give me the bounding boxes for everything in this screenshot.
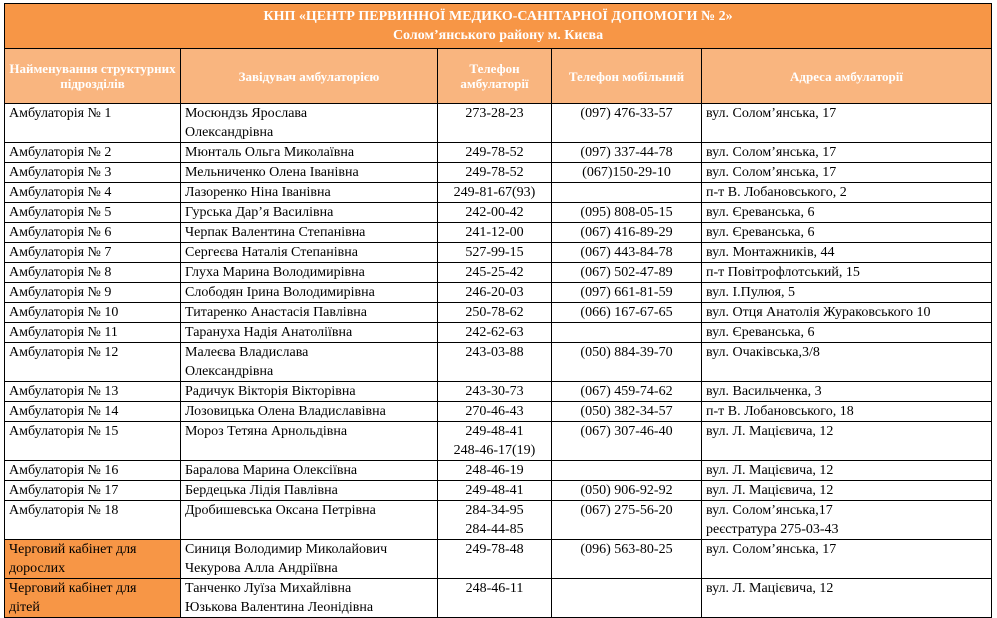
cell-head-line: Сергеєва Наталія Степанівна (185, 245, 358, 260)
cell-unit-line: Амбулаторія № 5 (9, 205, 112, 220)
table-row (5, 203, 992, 223)
cell-mobile (552, 183, 702, 203)
cell-unit-line: Амбулаторія № 4 (9, 185, 112, 200)
cell-unit-line: Амбулаторія № 6 (9, 225, 112, 240)
cell-address (702, 501, 992, 540)
cell-head-line: Синиця Володимир Миколайович (185, 542, 388, 557)
cell-mobile (552, 163, 702, 183)
cell-phone-line: 284-44-85 (465, 522, 524, 537)
table-row (5, 223, 992, 243)
table-row (5, 481, 992, 501)
table-row (5, 501, 992, 540)
cell-phone-line: 243-03-88 (465, 345, 524, 360)
cell-phone-line: 242-62-63 (465, 325, 524, 340)
cell-phone (438, 382, 552, 402)
cell-mobile (552, 104, 702, 143)
cell-address-line: вул. Л. Мацієвича, 12 (706, 483, 834, 498)
cell-unit (5, 422, 181, 461)
cell-head (181, 163, 438, 183)
title-line-1: КНП «ЦЕНТР ПЕРВИННОЇ МЕДИКО-САНІТАРНОЇ ДОПОМОГИ № 2» (263, 9, 733, 24)
cell-mobile (552, 422, 702, 461)
cell-address-line: вул. Солом’янська, 17 (706, 145, 837, 160)
cell-address (702, 461, 992, 481)
cell-mobile-line: (097) 337-44-78 (580, 145, 673, 160)
cell-mobile (552, 481, 702, 501)
cell-mobile-line: (097) 661-81-59 (580, 285, 673, 300)
header-unit: Найменування структурних підрозділів (5, 49, 181, 104)
cell-head (181, 283, 438, 303)
cell-head-line: Мюнталь Ольга Миколаївна (185, 145, 355, 160)
cell-phone (438, 422, 552, 461)
cell-address-line: вул. Отця Анатолія Жураковського 10 (706, 305, 931, 320)
cell-mobile (552, 461, 702, 481)
cell-mobile-line: (066) 167-67-65 (580, 305, 673, 320)
cell-head (181, 143, 438, 163)
cell-unit (5, 183, 181, 203)
cell-address (702, 104, 992, 143)
cell-phone (438, 263, 552, 283)
cell-mobile-line: (097) 476-33-57 (580, 106, 673, 121)
cell-unit-line: Амбулаторія № 17 (9, 483, 119, 498)
cell-phone (438, 481, 552, 501)
cell-head (181, 303, 438, 323)
cell-address-line: вул. І.Пулюя, 5 (706, 285, 796, 300)
cell-head-line: Юзькова Валентина Леонідівна (185, 600, 374, 615)
cell-head-line: Баралова Марина Олексіївна (185, 463, 358, 478)
cell-head (181, 183, 438, 203)
cell-head (181, 243, 438, 263)
cell-phone-line: 248-46-19 (465, 463, 524, 478)
cell-head (181, 402, 438, 422)
cell-address-line: вул. Очаківська,3/8 (706, 345, 820, 360)
cell-mobile-line: (050) 382-34-57 (580, 404, 673, 419)
cell-head-line: Слободян Ірина Володимирівна (185, 285, 375, 300)
cell-unit (5, 579, 181, 618)
cell-phone (438, 579, 552, 618)
cell-head-line: Глуха Марина Володимирівна (185, 265, 365, 280)
cell-head (181, 104, 438, 143)
cell-unit-line: Черговий кабінет для (9, 542, 137, 557)
cell-address (702, 481, 992, 501)
cell-unit (5, 501, 181, 540)
cell-head (181, 263, 438, 283)
cell-phone (438, 243, 552, 263)
cell-address (702, 422, 992, 461)
cell-head (181, 481, 438, 501)
table-title (5, 4, 992, 49)
cell-unit (5, 283, 181, 303)
cell-unit-line: Амбулаторія № 18 (9, 503, 119, 518)
cell-address (702, 323, 992, 343)
cell-mobile (552, 223, 702, 243)
cell-unit-line: дорослих (9, 561, 66, 576)
table-row (5, 323, 992, 343)
cell-address (702, 382, 992, 402)
cell-unit-line: Амбулаторія № 2 (9, 145, 112, 160)
header-mobile: Телефон мобільний (552, 49, 702, 104)
cell-phone-line: 273-28-23 (465, 106, 524, 121)
cell-head-line: Радичук Вікторія Вікторівна (185, 384, 356, 399)
cell-phone (438, 323, 552, 343)
column-header-row (5, 49, 992, 104)
cell-unit (5, 303, 181, 323)
cell-phone-line: 249-81-67(93) (453, 185, 536, 200)
cell-head-line: Мельниченко Олена Іванівна (185, 165, 359, 180)
table-row (5, 163, 992, 183)
cell-mobile-line: (050) 906-92-92 (580, 483, 673, 498)
cell-unit-line: Амбулаторія № 12 (9, 345, 119, 360)
cell-head (181, 382, 438, 402)
cell-unit-line: Черговий кабінет для (9, 581, 137, 596)
cell-mobile-line: (067) 307-46-40 (580, 424, 673, 439)
cell-unit-line: дітей (9, 600, 40, 615)
cell-address-line: вул. Л. Мацієвича, 12 (706, 463, 834, 478)
cell-head-line: Черпак Валентина Степанівна (185, 225, 366, 240)
cell-mobile (552, 143, 702, 163)
cell-address (702, 163, 992, 183)
cell-phone-line: 241-12-00 (465, 225, 524, 240)
cell-unit (5, 481, 181, 501)
cell-phone-line: 248-46-11 (465, 581, 524, 596)
table-row (5, 422, 992, 461)
cell-head-line: Бердецька Лідія Павлівна (185, 483, 338, 498)
title-line-2: Солом’янського району м. Києва (392, 28, 604, 43)
cell-address-line: вул. Солом’янська,17 (706, 503, 833, 518)
cell-mobile-line: (067) 416-89-29 (580, 225, 673, 240)
cell-head (181, 579, 438, 618)
cell-phone (438, 402, 552, 422)
cell-phone (438, 501, 552, 540)
cell-unit-line: Амбулаторія № 7 (9, 245, 112, 260)
cell-phone-line: 245-25-42 (465, 265, 524, 280)
cell-phone (438, 461, 552, 481)
cell-phone-line: 242-00-42 (465, 205, 524, 220)
table-row (5, 183, 992, 203)
cell-address-line: вул. Монтажників, 44 (706, 245, 835, 260)
cell-unit-line: Амбулаторія № 15 (9, 424, 119, 439)
cell-unit-line: Амбулаторія № 14 (9, 404, 119, 419)
cell-phone (438, 540, 552, 579)
cell-phone-line: 249-78-52 (465, 165, 524, 180)
cell-mobile-line: (067) 459-74-62 (580, 384, 673, 399)
table-row (5, 382, 992, 402)
cell-address (702, 223, 992, 243)
cell-address (702, 343, 992, 382)
cell-unit-line: Амбулаторія № 16 (9, 463, 119, 478)
cell-head-line: Малеєва Владислава (185, 345, 309, 360)
cell-address (702, 263, 992, 283)
cell-mobile (552, 303, 702, 323)
cell-address-line: вул. Л. Мацієвича, 12 (706, 581, 834, 596)
header-head: Завідувач амбулаторією (181, 49, 438, 104)
cell-mobile-line: (096) 563-80-25 (580, 542, 673, 557)
cell-address-line: вул. Солом’янська, 17 (706, 165, 837, 180)
cell-unit (5, 323, 181, 343)
table-row (5, 104, 992, 143)
cell-address-line: п-т В. Лобановського, 2 (706, 185, 847, 200)
cell-mobile (552, 501, 702, 540)
cell-unit-line: Амбулаторія № 3 (9, 165, 112, 180)
cell-head-line: Олександрівна (185, 125, 274, 140)
cell-phone-line: 249-48-41 (465, 424, 524, 439)
document-page (4, 3, 991, 618)
cell-head (181, 540, 438, 579)
table-row (5, 402, 992, 422)
cell-address (702, 243, 992, 263)
cell-mobile-line: (050) 884-39-70 (580, 345, 673, 360)
cell-phone (438, 143, 552, 163)
table-row (5, 540, 992, 579)
cell-address-line: вул. Солом’янська, 17 (706, 106, 837, 121)
cell-unit-line: Амбулаторія № 11 (9, 325, 118, 340)
cell-unit-line: Амбулаторія № 1 (9, 106, 112, 121)
cell-phone (438, 203, 552, 223)
cell-head-line: Мосюндзь Ярослава (185, 106, 308, 121)
cell-address-line: вул. Солом’янська, 17 (706, 542, 837, 557)
cell-phone-line: 248-46-17(19) (453, 443, 536, 458)
cell-head (181, 422, 438, 461)
header-address: Адреса амбулаторії (702, 49, 992, 104)
cell-head (181, 501, 438, 540)
cell-mobile (552, 382, 702, 402)
cell-head-line: Тарануха Надія Анатоліївна (185, 325, 353, 340)
cell-phone-line: 246-20-03 (465, 285, 524, 300)
cell-phone-line: 250-78-62 (465, 305, 524, 320)
cell-phone (438, 183, 552, 203)
cell-address-line: п-т Повітрофлотський, 15 (706, 265, 860, 280)
cell-address (702, 303, 992, 323)
cell-unit-line: Амбулаторія № 13 (9, 384, 119, 399)
cell-mobile-line: (067) 443-84-78 (580, 245, 673, 260)
cell-unit-line: Амбулаторія № 10 (9, 305, 119, 320)
cell-head-line: Лозовицька Олена Владиславівна (185, 404, 386, 419)
cell-phone-line: 249-48-41 (465, 483, 524, 498)
cell-unit (5, 540, 181, 579)
cell-phone-line: 270-46-43 (465, 404, 524, 419)
cell-phone-line: 527-99-15 (465, 245, 524, 260)
cell-address (702, 143, 992, 163)
cell-address-line: вул. Л. Мацієвича, 12 (706, 424, 834, 439)
cell-address (702, 540, 992, 579)
cell-unit (5, 343, 181, 382)
cell-head (181, 223, 438, 243)
cell-head-line: Титаренко Анастасія Павлівна (185, 305, 368, 320)
cell-head-line: Гурська Дар’я Василівна (185, 205, 334, 220)
cell-unit (5, 382, 181, 402)
cell-address-line: реєстратура 275-03-43 (706, 522, 839, 537)
cell-unit (5, 461, 181, 481)
table-row (5, 283, 992, 303)
table-body (5, 104, 992, 618)
title-row (5, 4, 992, 49)
cell-phone (438, 303, 552, 323)
cell-address-line: вул. Єреванська, 6 (706, 205, 815, 220)
cell-mobile (552, 402, 702, 422)
cell-head-line: Дробишевська Оксана Петрівна (185, 503, 376, 518)
cell-head-line: Танченко Луїза Михайлівна (185, 581, 352, 596)
cell-mobile-line: (067) 275-56-20 (580, 503, 673, 518)
cell-mobile (552, 579, 702, 618)
table-row (5, 243, 992, 263)
cell-address (702, 579, 992, 618)
cell-address-line: п-т В. Лобановського, 18 (706, 404, 854, 419)
cell-address-line: вул. Єреванська, 6 (706, 225, 815, 240)
cell-head (181, 323, 438, 343)
cell-mobile (552, 263, 702, 283)
cell-mobile (552, 343, 702, 382)
table-row (5, 263, 992, 283)
cell-phone (438, 283, 552, 303)
cell-head (181, 461, 438, 481)
cell-phone (438, 163, 552, 183)
table-row (5, 303, 992, 323)
cell-head-line: Олександрівна (185, 364, 274, 379)
cell-phone-line: 249-78-52 (465, 145, 524, 160)
cell-address-line: вул. Васильченка, 3 (706, 384, 822, 399)
cell-phone (438, 104, 552, 143)
cell-unit (5, 143, 181, 163)
table-row (5, 143, 992, 163)
cell-mobile-line: (067)150-29-10 (582, 165, 671, 180)
cell-mobile (552, 540, 702, 579)
cell-phone-line: 243-30-73 (465, 384, 524, 399)
cell-unit-line: Амбулаторія № 8 (9, 265, 112, 280)
cell-mobile (552, 203, 702, 223)
cell-address (702, 283, 992, 303)
cell-phone (438, 343, 552, 382)
clinics-table (4, 3, 992, 618)
cell-address (702, 203, 992, 223)
cell-unit (5, 263, 181, 283)
cell-address-line: вул. Єреванська, 6 (706, 325, 815, 340)
cell-mobile (552, 243, 702, 263)
cell-unit (5, 402, 181, 422)
cell-phone-line: 249-78-48 (465, 542, 524, 557)
cell-unit-line: Амбулаторія № 9 (9, 285, 112, 300)
cell-mobile (552, 323, 702, 343)
cell-mobile-line: (095) 808-05-15 (580, 205, 673, 220)
cell-phone-line: 284-34-95 (465, 503, 524, 518)
cell-mobile (552, 283, 702, 303)
cell-phone (438, 223, 552, 243)
cell-unit (5, 223, 181, 243)
cell-head-line: Мороз Тетяна Арнольдівна (185, 424, 348, 439)
table-row (5, 343, 992, 382)
cell-head (181, 343, 438, 382)
cell-address (702, 183, 992, 203)
cell-head (181, 203, 438, 223)
cell-unit (5, 163, 181, 183)
header-phone: Телефон амбулаторії (438, 49, 552, 104)
table-row (5, 461, 992, 481)
cell-head-line: Лазоренко Ніна Іванівна (185, 185, 331, 200)
cell-head-line: Чекурова Алла Андріївна (185, 561, 338, 576)
cell-unit (5, 203, 181, 223)
cell-unit (5, 104, 181, 143)
cell-address (702, 402, 992, 422)
table-row (5, 579, 992, 618)
cell-unit (5, 243, 181, 263)
cell-mobile-line: (067) 502-47-89 (580, 265, 673, 280)
